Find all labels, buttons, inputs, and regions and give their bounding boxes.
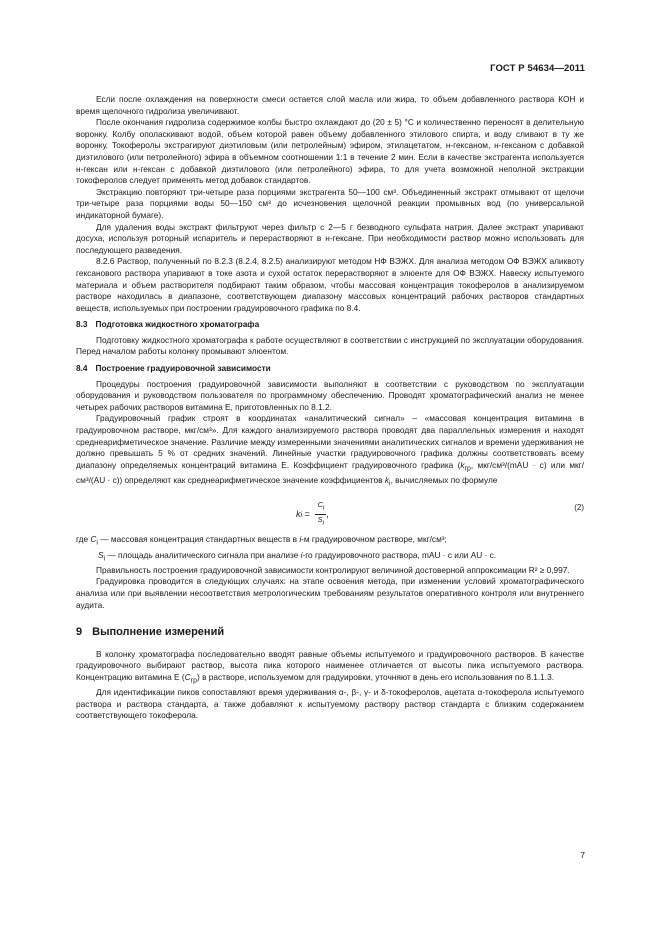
subsection-heading-8-3 — [76, 319, 584, 331]
page-content — [76, 94, 584, 722]
subsection-number: 8.4 — [76, 363, 88, 374]
paragraph: Правильность построения градуировочной зависимости контролируют величиной достоверной аппроксимации R² ≥ 0,997. — [96, 564, 570, 575]
where-text: — массовая концентрация стандартных веществ в — [97, 534, 300, 545]
document-header: ГОСТ Р 54634—2011 — [490, 63, 585, 74]
where-text: — площадь аналитического сигнала при анализе — [105, 549, 301, 560]
where-sub: i — [103, 555, 106, 563]
numerator-symbol: C — [317, 500, 323, 510]
formula-equals: = — [302, 508, 313, 519]
paragraph-text: Градуировочный график строят в координатах «аналитический сигнал» – «массовая концентрация витамина в градуировочном растворе, мкг/см³». Для каждого анализируемого раствора проводят два параллельных измерения и находят среднеарифметическое значение. Различие между измеренными значениями аналитических сигналов и времени удерживания не должно превышать 5 % от средних значений. Линейные участки градуировочного графика должны соответствовать всему диапазону определяемых концентраций витамина Е. Коэффициент градуировочного графика ( — [76, 413, 584, 470]
paragraph: Экстракцию повторяют три-четыре раза порциями экстрагента 50—100 см³. Объединенный экстракт отмывают от щелочи три-четыре раза порциями воды 50—150 см³ до исчезновения щелочной реакции промывных вод (по универсальной индикаторной бумаге). — [76, 186, 584, 220]
subsection-title: Построение градуировочной зависимости — [95, 363, 271, 374]
paragraph-text: В колонку хроматографа последовательно вводят равные объемы испытуемого и градуировочного растворов. В качестве градуировочного выбирают раствор, высота пика которого наименее отличается от высоты пика испытуемого раствора. Концентрацию витамина Е ( — [76, 648, 584, 682]
where-text: -го градуировочного раствора, mAU · с или AU · с. — [302, 549, 497, 560]
denominator-sub: i — [322, 519, 325, 527]
fraction-denominator — [316, 515, 326, 529]
paragraph-text: , мкг/см³/(mAU · с) или мкг/см³/(AU · с)) определяют как среднеарифметическое значение коэффициентов — [76, 459, 584, 486]
subscript: i — [389, 480, 391, 488]
where-symbol: C — [90, 534, 97, 545]
where-sub: i — [96, 539, 98, 547]
paragraph: Подготовку жидкостного хроматографа к работе осуществляют в соответствии с инструкцией по эксплуатации оборудования. Перед началом работы колонку промывают элюентом. — [76, 334, 584, 357]
formula-fraction — [315, 500, 326, 528]
section-title: Выполнение измерений — [92, 626, 225, 639]
formula-body — [296, 500, 329, 528]
subsection-title: Подготовка жидкостного хроматографа — [95, 319, 260, 330]
paragraph: 8.2.6 Раствор, полученный по 8.2.3 (8.2.4, 8.2.5) анализируют методом НФ ВЭЖХ. Для анализа методом ОФ ВЭЖХ аликвоту гексанового раствора упаривают в токе азота и сухой остаток перерастворяют в элюенте для ОФ ВЭЖХ. Навеску испытуемого материала и объем растворителя подбирают таким образом, чтобы массовая концентрация токоферолов в анализируемом растворе находилась в диапазоне, соответствующем диапазону массовых концентраций рабочих растворов стандартных веществ, используемых при построении градуировочного графика по 8.4. — [76, 256, 584, 313]
formula-lhs-sub: i — [300, 509, 303, 519]
page-number: 7 — [580, 850, 585, 860]
subsection-heading-8-4 — [76, 363, 584, 375]
paragraph: Для идентификации пиков сопоставляют время удерживания α-, β-, γ- и δ-токоферолов, ацетата α-токоферола испытуемого раствора и раствора стандарта, а также добавляют к испытуемому раствору раствор стандарта с близким содержанием соответствующего токоферола. — [76, 687, 584, 721]
where-line-2 — [76, 550, 584, 565]
formula-lhs: k — [296, 508, 301, 519]
section-number: 9 — [76, 626, 83, 639]
where-text: -м градуировочном растворе, мкг/см³; — [301, 534, 447, 545]
subscript: гр — [190, 677, 198, 685]
where-lead: где — [76, 534, 91, 545]
section-heading-9 — [76, 627, 584, 639]
where-index: i — [300, 549, 303, 560]
paragraph-text: , вычисляемых по формуле — [390, 475, 498, 486]
paragraph: После окончания гидролиза содержимое колбы быстро охлаждают до (20 ± 5) °С и количественно переносят в делительную воронку. Колбу ополаскивают водой, объем которой равен объему добавленного этилового спирта, и воду сливают в ту же воронку. Токоферолы экстрагируют диэтиловым (или петролейным) эфиром, этилацетатом, н-гексаном, н-гексаном с добавкой диэтилового (или петролейного) эфира в объемном соотношении 1:1 в течение 2 мин. Если в качестве экстрагента используется н-гексан или н-гексан с добавкой диэтилового (или петролейного) эфира, то для учета возможной неполной экстракции токоферолов следует применять метод добавок стандартов. — [76, 117, 584, 186]
formula-2 — [76, 496, 584, 530]
paragraph: Градуировка проводится в следующих случаях: на этапе освоения метода, при изменении условий хроматографического анализа или при выявлении несоответствия метрологическим требованиям результатов оперативного контроля или внутреннего аудита. — [76, 576, 584, 610]
paragraph-text: ) в растворе, используемом для градуировки, уточняют в день его использования по 8.1.1.3. — [197, 671, 555, 682]
fraction-numerator — [315, 500, 326, 515]
numerator-sub: i — [322, 504, 325, 512]
symbol-c: С — [184, 671, 191, 682]
subsection-number: 8.3 — [76, 319, 88, 330]
symbol-k: k — [384, 475, 390, 486]
symbol-k: k — [460, 459, 465, 470]
paragraph: Процедуры построения градуировочной зависимости выполняют в соответствии с руководством по эксплуатации оборудования и руководством пользователя по программному обеспечению. Проводят хроматографический анализ не менее четырех рабочих растворов витамина Е, приготовленных по 8.1.2. — [76, 378, 584, 412]
where-line-1 — [76, 534, 584, 549]
denominator-symbol: S — [317, 514, 323, 524]
subscript: гр — [464, 465, 471, 473]
where-index: i — [299, 534, 302, 545]
paragraph — [76, 649, 584, 687]
paragraph — [76, 413, 584, 490]
where-symbol: S — [98, 549, 104, 560]
formula-tail: , — [326, 508, 329, 519]
paragraph: Если после охлаждения на поверхности смеси остается слой масла или жира, то объем добавленного раствора КОН и время щелочного гидролиза увеличивают. — [76, 94, 584, 116]
paragraph: Для удаления воды экстракт фильтруют через фильтр с 2—5 г безводного сульфата натрия. Далее экстракт упаривают досуха, используя роторный испаритель и перерастворяют в н-гексане. При необходимости раствор можно использовать для последующего разведения. — [76, 221, 584, 255]
formula-number: (2) — [574, 503, 584, 513]
